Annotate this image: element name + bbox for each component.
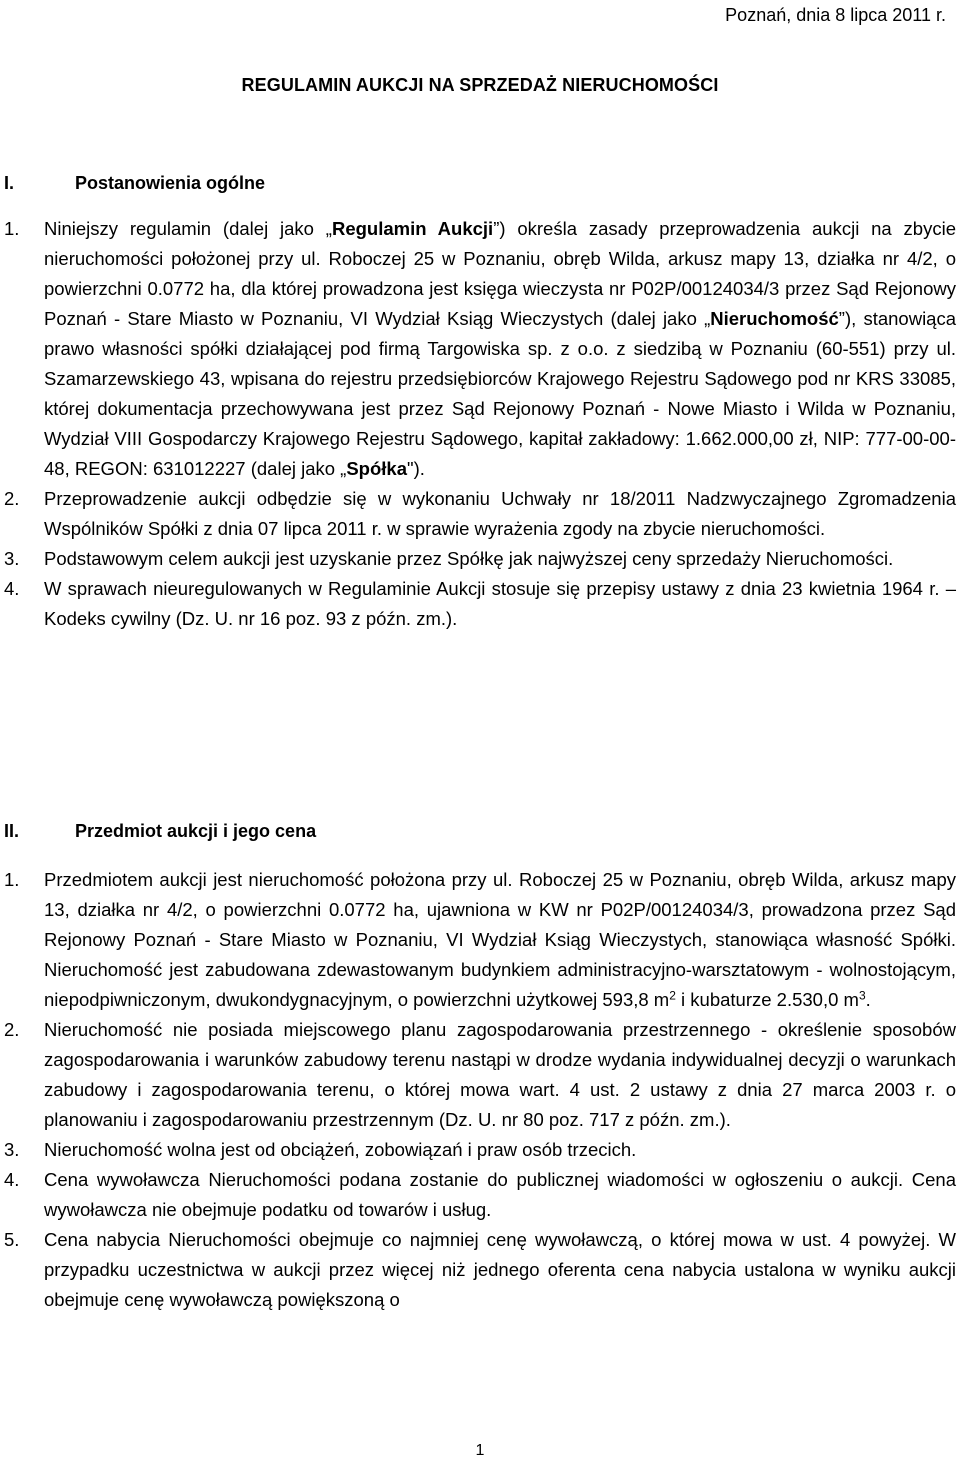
item-number: 2.: [4, 1019, 20, 1040]
item-number: 3.: [4, 548, 20, 569]
section-1-number: I.: [4, 173, 15, 193]
item-text-part: .: [865, 989, 871, 1010]
item-number: 3.: [4, 1139, 20, 1160]
section-1-list: [4, 214, 956, 634]
item-text-part: ").: [407, 458, 425, 479]
item-text: [44, 865, 956, 1015]
document-title: REGULAMIN AUKCJI NA SPRZEDAŻ NIERUCHOMOŚCI: [241, 75, 719, 95]
item-text-part: i kubaturze 2.530,0 m: [675, 989, 859, 1010]
item-number: 2.: [4, 488, 20, 509]
item-text: Cena nabycia Nieruchomości obejmuje co najmniej cenę wywoławczą, o której mowa w ust. 4 powyżej. W przypadku uczestnictwa w aukcji przez więcej niż jednego oferenta cena nabycia ustalona w wyniku aukcji obejmuje cenę wywoławczą powiększoną o: [44, 1229, 956, 1310]
item-number: 1.: [4, 869, 20, 890]
item-number: 5.: [4, 1229, 20, 1250]
section-2-heading: [4, 818, 316, 844]
item-text: W sprawach nieuregulowanych w Regulaminie Aukcji stosuje się przepisy ustawy z dnia 23 kwietnia 1964 r. – Kodeks cywilny (Dz. U. nr 16 poz. 93 z późn. zm.).: [44, 578, 956, 629]
item-text: Przeprowadzenie aukcji odbędzie się w wykonaniu Uchwały nr 18/2011 Nadzwyczajnego Zgromadzenia Wspólników Spółki z dnia 07 lipca 2011 r. w sprawie wyrażenia zgody na zbycie nieruchomości.: [44, 488, 956, 539]
item-number: 1.: [4, 218, 20, 239]
defined-term: Spółka: [346, 458, 408, 479]
item-text-part: ”), stanowiąca prawo własności spółki działającej pod firmą Targowiska sp. z o.o. z siedzibą w Poznaniu (60-551) przy ul. Szamarzewskiego 43, wpisana do rejestru przedsiębiorców Krajowego Rejestru Sądowego pod nr KRS 33085, której dokumentacja przechowywana jest przez Sąd Rejonowy Poznań - Nowe Miasto i Wilda w Poznaniu, Wydział VIII Gospodarczy Krajowego Rejestru Sądowego, kapitał zakładowy: 1.662.000,00 zł, NIP: 777-00-00-48, REGON: 631012227 (dalej jako „: [44, 308, 957, 479]
item-text: Cena wywoławcza Nieruchomości podana zostanie do publicznej wiadomości w ogłoszeniu o aukcji. Cena wywoławcza nie obejmuje podatku od towarów i usług.: [44, 1169, 956, 1220]
superscript: 3: [858, 988, 866, 1003]
list-item: [4, 1165, 956, 1225]
item-text: [44, 214, 956, 484]
list-item: [4, 214, 956, 484]
list-item: [4, 1015, 956, 1135]
list-item: [4, 865, 956, 1015]
defined-term: Regulamin Aukcji: [331, 218, 494, 239]
item-text: Nieruchomość nie posiada miejscowego planu zagospodarowania przestrzennego - określenie sposobów zagospodarowania i warunków zabudowy terenu nastąpi w drodze wydania indywidualnej decyzji o warunkach zabudowy i zagospodarowania terenu, o której mowa wart. 4 ust. 2 ustawy z dnia 27 marca 2003 r. o planowaniu i zagospodarowaniu przestrzennym (Dz. U. nr 80 poz. 717 z późn. zm.).: [44, 1019, 956, 1130]
section-2-number: II.: [4, 821, 20, 841]
item-number: 4.: [4, 578, 20, 599]
section-2-list: [4, 865, 956, 1315]
item-text-part: ”) określa zasady przeprowadzenia aukcji na zbycie nieruchomości położonej przy ul. Roboczej 25 w Poznaniu, obręb Wilda, arkusz mapy 13, działka nr 4/2, o powierzchni 0.0772 ha, dla której prowadzona jest księga wieczysta nr P02P/00124034/3 przez Sąd Rejonowy Poznań - Stare Miasto w Poznaniu, VI Wydział Ksiąg Wieczystych (dalej jako „: [44, 218, 956, 329]
item-text-part: Niniejszy regulamin (dalej jako „: [44, 218, 332, 239]
section-2-title: Przedmiot aukcji i jego cena: [75, 821, 317, 841]
document-date: Poznań, dnia 8 lipca 2011 r.: [725, 5, 946, 25]
item-text-part: Przedmiotem aukcji jest nieruchomość położona przy ul. Roboczej 25 w Poznaniu, obręb Wilda, arkusz mapy 13, działka nr 4/2, o powierzchni 0.0772 ha, ujawniona w KW nr P02P/00124034/3, prowadzona przez Sąd Rejonowy Poznań - Stare Miasto w Poznaniu, VI Wydział Ksiąg Wieczystych, stanowiąca własność Spółki. Nieruchomość jest zabudowana zdewastowanym budynkiem administracyjno-warsztatowym - wolnostojącym, niepodpiwniczonym, dwukondygnacyjnym, o powierzchni użytkowej 593,8 m: [44, 869, 956, 1010]
item-text: Podstawowym celem aukcji jest uzyskanie przez Spółkę jak najwyższej ceny sprzedaży Nieruchomości.: [44, 548, 894, 569]
page-number: 1: [475, 1442, 485, 1459]
list-item: [4, 1135, 956, 1165]
list-item: [4, 484, 956, 544]
list-item: [4, 574, 956, 634]
list-item: [4, 544, 956, 574]
defined-term: Nieruchomość: [710, 308, 839, 329]
item-text: Nieruchomość wolna jest od obciążeń, zobowiązań i praw osób trzecich.: [44, 1139, 637, 1160]
item-number: 4.: [4, 1169, 20, 1190]
superscript: 2: [669, 988, 676, 1003]
list-item: [4, 1225, 956, 1315]
section-1-heading: [4, 170, 265, 196]
section-1-title: Postanowienia ogólne: [75, 173, 266, 193]
